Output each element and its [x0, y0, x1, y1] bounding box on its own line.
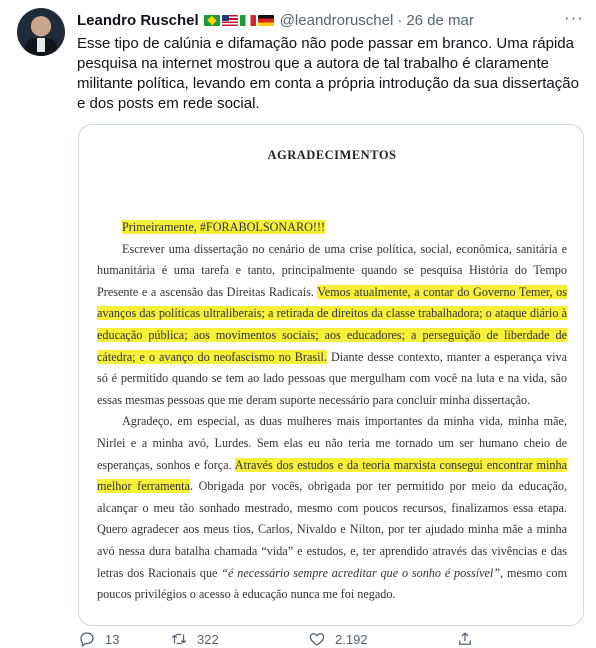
germany-flag-icon: [258, 15, 274, 26]
author-handle[interactable]: @leandroruschel: [279, 11, 394, 29]
doc-text: , mesmo com poucos privilégios o acesso à educação nunca me foi negado.: [97, 565, 567, 602]
usa-flag-icon: [222, 15, 238, 26]
tweet-media-image[interactable]: [78, 124, 584, 626]
highlighted-text: Através dos estudos e da teoria marxista consegui encontrar minha melhor ferramenta: [97, 457, 567, 494]
highlighted-text: Primeiramente, #FORABOLSONARO!!!: [122, 220, 326, 234]
author-name[interactable]: Leandro Ruschel: [77, 11, 199, 29]
doc-text: Diante desse contexto, manter a esperança viva só é permitido quando se tem ao lado pessoas que mergulham com você na luta e na vida, são essas mesmas pessoas que me deram suporte necessário para concluir minha dissertação.: [97, 349, 568, 407]
doc-paragraph-1: [97, 217, 567, 239]
retweet-icon: [170, 630, 188, 648]
doc-text: . Obrigada por vocês, obrigada por ter permitido por meio da educação, alcançar o meu tão sonhado mestrado, mesmo com poucos recursos, finalizamos essa etapa. Quero agradecer aos meus tios, Carlos, Nivaldo e Nilton, por ter ajudado minha mãe a minha avó nessa dura batalha chamada “vida” e estudos, e, ter aprendido através das vivências e das letras dos Racionais que: [97, 479, 567, 580]
share-icon: [456, 630, 474, 648]
doc-quote: “é necessário sempre acreditar que o sonho é possível”: [221, 565, 501, 580]
retweet-count: 322: [197, 631, 219, 647]
tweet-header: [77, 10, 474, 30]
author-flags: [204, 15, 274, 26]
avatar-collar: [37, 38, 45, 52]
document-page: [97, 139, 568, 602]
tweet-date[interactable]: 26 de mar: [406, 11, 474, 29]
more-options-icon[interactable]: ···: [564, 8, 584, 27]
author-avatar[interactable]: [17, 8, 65, 56]
reply-count: 13: [105, 631, 120, 647]
separator: ·: [397, 11, 403, 29]
brazil-flag-icon: [204, 15, 220, 26]
heart-icon: [308, 630, 326, 648]
doc-paragraph-2: [97, 239, 567, 412]
doc-text: Escrever uma dissertação no cenário de uma crise política, social, econômica, sanitária e humanitária é uma tarefa e tanto, principalmente quando se pesquisa História do Tempo Presente e a ascensão das Direitas Radicais.: [97, 241, 567, 299]
like-count: 2.192: [335, 631, 368, 647]
highlighted-text: Vemos atualmente, a contar do Governo Temer, os avanços das políticas ultraliberais; a retirada de direitos da classe trabalhadora; o ataque diário à educação pública; aos movimentos sociais; aos educadores; a perseguição de liberdade de cátedra; e o avanço do neofascismo no Brasil.: [97, 284, 567, 364]
doc-text: Agradeço, em especial, as duas mulheres mais importantes da minha vida, minha mãe, Nirlei e a minha avó, Lurdes. Sem elas eu não teria me tornado um ser humano cheio de esperanças, sonhos e força.: [97, 414, 567, 472]
tweet-text: Esse tipo de calúnia e difamação não pode passar em branco. Uma rápida pesquisa na internet mostrou que a autora de tal trabalho é claramente militante política, levando em conta a própria introdução da sua dissertação e dos posts em rede social.: [77, 35, 579, 112]
document-body: [97, 217, 567, 606]
document-title: AGRADECIMENTOS: [267, 148, 397, 162]
doc-paragraph-3: [97, 411, 567, 605]
reply-icon: [78, 630, 96, 648]
italy-flag-icon: [240, 15, 256, 26]
